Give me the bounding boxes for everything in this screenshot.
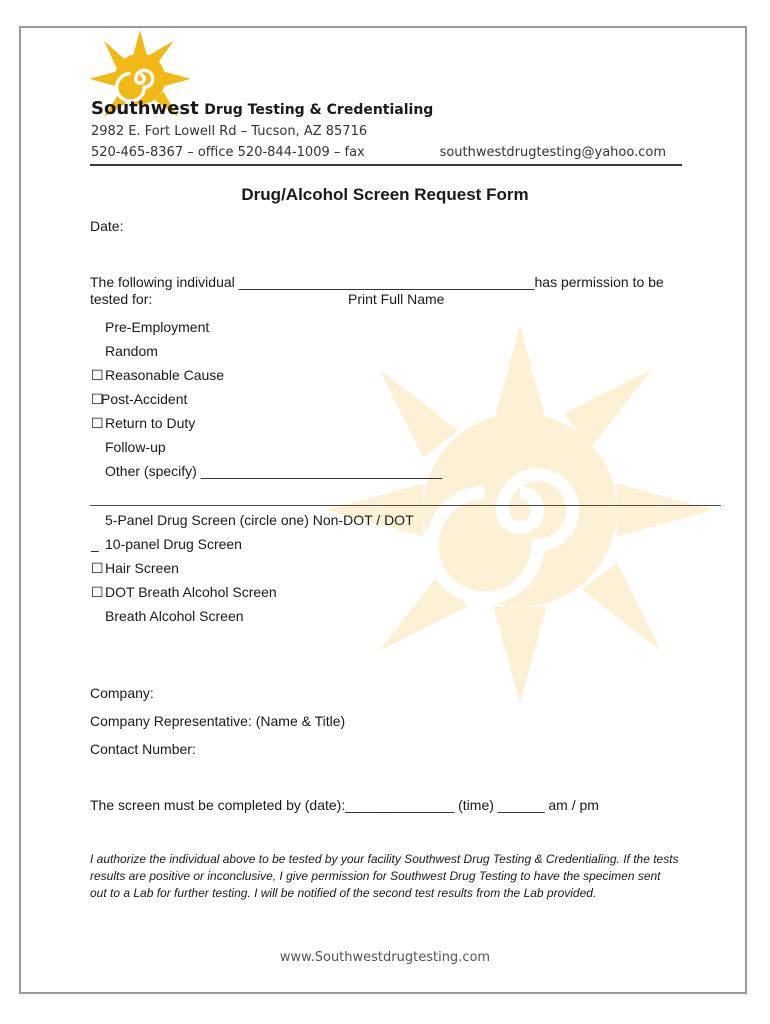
date-label: Date:: [90, 218, 124, 234]
authorization-statement: I authorize the individual above to be tested by your facility Southwest Drug Testing & Credentialing. If the tests results are positive or inconclusive, I give permission for Southwest Drug Testing to have the specimen sent out to a Lab for further testing. I will be notified of the second test results from the Lab provided.: [90, 852, 679, 900]
reason-reasonable-cause[interactable]: ☐Reasonable Cause: [91, 367, 225, 383]
company-phones: 520-465-8367 – office 520-844-1009 – fax: [91, 145, 365, 160]
checkbox-mark: _: [91, 536, 99, 552]
company-label: Company:: [90, 685, 154, 701]
reason-follow-up[interactable]: Follow-up: [105, 439, 166, 455]
screen-dot-breath-alcohol[interactable]: ☐DOT Breath Alcohol Screen: [91, 584, 277, 600]
company-email: southwestdrugtesting@yahoo.com: [439, 145, 666, 160]
representative-label: Company Representative: (Name & Title): [90, 713, 346, 729]
checkbox-mark: ☐: [91, 415, 104, 431]
screen-hair[interactable]: ☐Hair Screen: [91, 560, 179, 576]
screen-10-panel[interactable]: _ 10-panel Drug Screen: [91, 536, 242, 552]
contact-number-label: Contact Number:: [90, 741, 196, 757]
checkbox-mark: ☐: [91, 560, 104, 576]
form-title: Drug/Alcohol Screen Request Form: [241, 185, 529, 204]
print-full-name-label: Print Full Name: [348, 291, 445, 307]
reason-post-accident[interactable]: ☐Post-Accident: [91, 391, 188, 407]
brand-name-bold: Southwest: [91, 98, 199, 119]
reason-other[interactable]: Other (specify) _______________________________: [105, 463, 443, 479]
checkbox-mark: ☐: [91, 367, 104, 383]
brand-name-rest: Drug Testing & Credentialing: [204, 102, 434, 118]
reason-return-to-duty[interactable]: ☐Return to Duty: [91, 415, 196, 431]
company-address: 2982 E. Fort Lowell Rd – Tucson, AZ 85716: [91, 124, 368, 139]
individual-line: The following individual ______________________________________has permission to be: [90, 274, 664, 290]
reason-pre-employment[interactable]: Pre-Employment: [105, 319, 210, 335]
company-brand: [91, 98, 433, 119]
sun-watermark-icon: [300, 280, 740, 740]
checkbox-mark: ☐: [91, 584, 104, 600]
section-divider-line: _________________________________________________________________________________: [90, 490, 721, 506]
reason-random[interactable]: Random: [105, 343, 158, 359]
tested-for-label: tested for:: [90, 291, 153, 307]
screen-5-panel[interactable]: 5-Panel Drug Screen (circle one) Non-DOT / DOT: [105, 512, 414, 528]
header-divider: [90, 164, 682, 166]
footer-website: www.Southwestdrugtesting.com: [279, 950, 491, 965]
screen-breath-alcohol[interactable]: Breath Alcohol Screen: [105, 608, 244, 624]
completion-date-time-line: The screen must be completed by (date):______________ (time) ______ am / pm: [90, 797, 599, 813]
checkbox-mark: ☐: [91, 391, 104, 407]
